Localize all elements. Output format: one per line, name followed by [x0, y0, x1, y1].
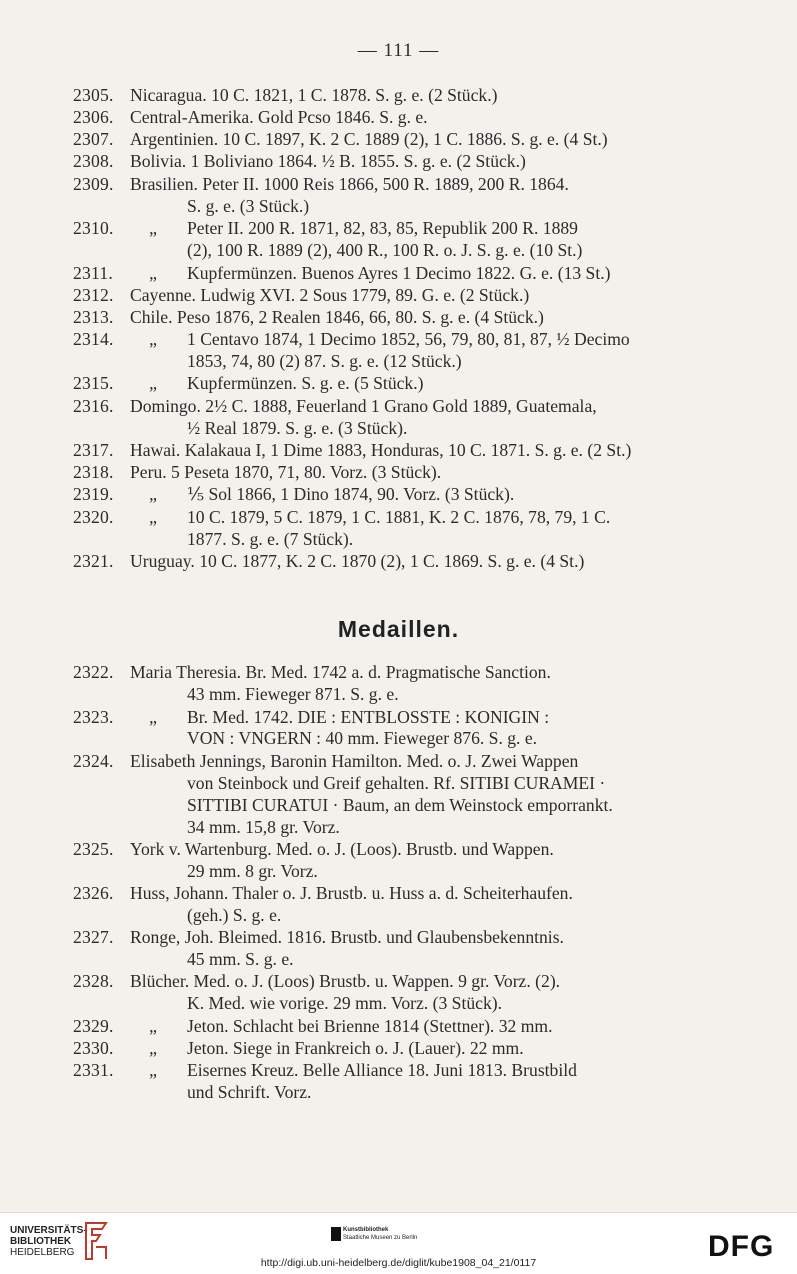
uni-logo-line: HEIDELBERG — [10, 1247, 75, 1258]
entry-text-line: Peru. 5 Peseta 1870, 71, 80. Vorz. (3 Stück). — [130, 462, 442, 482]
entry-text-line: Hawai. Kalakaua I, 1 Dime 1883, Honduras, 10 C. 1871. S. g. e. (2 St.) — [130, 440, 632, 460]
entry-number: 2325. — [73, 839, 114, 859]
permalink-url[interactable]: http://digi.ub.uni-heidelberg.de/diglit/kube1908_04_21/0117 — [260, 1257, 537, 1269]
kb-subtitle: Staatliche Museen zu Berlin — [343, 1235, 418, 1241]
entry-number: 2311. — [73, 263, 113, 283]
entry-text-line: Br. Med. 1742. DIE : ENTBLOSSTE : KONIGIN : — [187, 707, 550, 727]
entry-number: 2322. — [73, 662, 114, 682]
entry-text-line: (geh.) S. g. e. — [187, 905, 282, 925]
entry-text-line: von Steinbock und Greif gehalten. Rf. SITIBI CURAMEI · — [187, 773, 606, 793]
entry-number: 2331. — [73, 1060, 114, 1080]
entry-number: 2308. — [73, 151, 114, 171]
entry-text-line: Uruguay. 10 C. 1877, K. 2 C. 1870 (2), 1 C. 1869. S. g. e. (4 St.) — [130, 551, 585, 571]
entry-text-line: 34 mm. 15,8 gr. Vorz. — [187, 817, 340, 837]
entry-text-line: Nicaragua. 10 C. 1821, 1 C. 1878. S. g. e. (2 Stück.) — [130, 85, 498, 105]
entry-number: 2314. — [73, 329, 114, 349]
entry-number: 2307. — [73, 129, 114, 149]
entry-text-line: Domingo. 2½ C. 1888, Feuerland 1 Grano Gold 1889, Guatemala, — [130, 396, 597, 416]
dfg-logo[interactable]: DFG — [708, 1230, 775, 1263]
entry-text-line: VON : VNGERN : 40 mm. Fieweger 876. S. g. e. — [187, 728, 538, 748]
entry-text-line: 29 mm. 8 gr. Vorz. — [187, 861, 318, 881]
entry-text-line: (2), 100 R. 1889 (2), 400 R., 100 R. o. J. S. g. e. (10 St.) — [187, 240, 583, 260]
page-header: — 111 — — [357, 40, 440, 61]
footer — [0, 1212, 797, 1274]
entry-number: 2330. — [73, 1038, 114, 1058]
entry-text-line: Eisernes Kreuz. Belle Alliance 18. Juni 1813. Brustbild — [187, 1060, 577, 1080]
entry-text-line: Blücher. Med. o. J. (Loos) Brustb. u. Wappen. 9 gr. Vorz. (2). — [130, 971, 561, 991]
entry-number: 2327. — [73, 927, 114, 947]
entry-number: 2326. — [73, 883, 114, 903]
university-library-mark-icon — [82, 1221, 110, 1261]
entry-text-line: 1877. S. g. e. (7 Stück). — [187, 529, 354, 549]
entry-text-line: 1853, 74, 80 (2) 87. S. g. e. (12 Stück.) — [187, 351, 462, 371]
entry-text-line: ⅕ Sol 1866, 1 Dino 1874, 90. Vorz. (3 Stück). — [187, 484, 515, 504]
entry-text-line: Bolivia. 1 Boliviano 1864. ½ B. 1855. S. g. e. (2 Stück.) — [130, 151, 526, 171]
entry-text-line: 43 mm. Fieweger 871. S. g. e. — [187, 684, 399, 704]
entry-text-line: Cayenne. Ludwig XVI. 2 Sous 1779, 89. G. e. (2 Stück.) — [130, 285, 530, 305]
entry-number: 2306. — [73, 107, 114, 127]
ditto-mark: „ — [149, 1016, 157, 1036]
entry-text-line: Kupfermünzen. S. g. e. (5 Stück.) — [187, 373, 424, 393]
section-heading: Medaillen. — [337, 616, 460, 642]
entry-text-line: Central-Amerika. Gold Pcso 1846. S. g. e. — [130, 107, 428, 127]
ditto-mark: „ — [149, 507, 157, 527]
entry-number: 2312. — [73, 285, 114, 305]
ditto-mark: „ — [149, 1038, 157, 1058]
entry-number: 2323. — [73, 707, 114, 727]
entry-text-line: Elisabeth Jennings, Baronin Hamilton. Med. o. J. Zwei Wappen — [130, 751, 579, 771]
entry-text-line: 10 C. 1879, 5 C. 1879, 1 C. 1881, K. 2 C. 1876, 78, 79, 1 C. — [187, 507, 611, 527]
entry-number: 2310. — [73, 218, 114, 238]
entry-text-line: Jeton. Schlacht bei Brienne 1814 (Stettner). 32 mm. — [187, 1016, 553, 1036]
kunstbibliothek-logo[interactable] — [343, 1226, 417, 1242]
uni-logo-line: BIBLIOTHEK — [10, 1236, 72, 1247]
ditto-mark: „ — [149, 1060, 157, 1080]
entry-text-line: York v. Wartenburg. Med. o. J. (Loos). Brustb. und Wappen. — [130, 839, 554, 859]
entry-number: 2316. — [73, 396, 114, 416]
entry-text-line: 1 Centavo 1874, 1 Decimo 1852, 56, 79, 80, 81, 87, ½ Decimo — [187, 329, 630, 349]
entry-text-line: Ronge, Joh. Bleimed. 1816. Brustb. und Glaubensbekenntnis. — [130, 927, 564, 947]
entry-number: 2313. — [73, 307, 114, 327]
entry-number: 2329. — [73, 1016, 114, 1036]
entry-number: 2328. — [73, 971, 114, 991]
ditto-mark: „ — [149, 707, 157, 727]
entry-text-line: Kupfermünzen. Buenos Ayres 1 Decimo 1822. G. e. (13 St.) — [187, 263, 611, 283]
entry-text-line: Chile. Peso 1876, 2 Realen 1846, 66, 80. S. g. e. (4 Stück.) — [130, 307, 544, 327]
ditto-mark: „ — [149, 484, 157, 504]
entry-number: 2305. — [73, 85, 114, 105]
entry-text-line: S. g. e. (3 Stück.) — [187, 196, 310, 216]
entry-number: 2317. — [73, 440, 114, 460]
ditto-mark: „ — [149, 218, 157, 238]
entry-number: 2324. — [73, 751, 114, 771]
ditto-mark: „ — [149, 263, 157, 283]
entry-text-line: Argentinien. 10 C. 1897, K. 2 C. 1889 (2), 1 C. 1886. S. g. e. (4 St.) — [130, 129, 608, 149]
entry-text-line: K. Med. wie vorige. 29 mm. Vorz. (3 Stück). — [187, 993, 503, 1013]
entry-text-line: ½ Real 1879. S. g. e. (3 Stück). — [187, 418, 408, 438]
entry-text-line: SITTIBI CURATUI · Baum, an dem Weinstock emporrankt. — [187, 795, 613, 815]
kunstbibliothek-mark-icon — [331, 1227, 341, 1241]
kb-title: Kunstbibliothek — [343, 1227, 389, 1233]
ditto-mark: „ — [149, 329, 157, 349]
entry-text-line: Brasilien. Peter II. 1000 Reis 1866, 500 R. 1889, 200 R. 1864. — [130, 174, 569, 194]
entry-text-line: 45 mm. S. g. e. — [187, 949, 294, 969]
university-library-logo[interactable] — [10, 1225, 87, 1258]
entry-number: 2318. — [73, 462, 114, 482]
entry-number: 2319. — [73, 484, 114, 504]
entry-text-line: Maria Theresia. Br. Med. 1742 a. d. Pragmatische Sanction. — [130, 662, 551, 682]
entry-number: 2321. — [73, 551, 114, 571]
entry-text-line: Huss, Johann. Thaler o. J. Brustb. u. Huss a. d. Scheiterhaufen. — [130, 883, 573, 903]
uni-logo-line: UNIVERSITÄTS- — [10, 1225, 87, 1236]
ditto-mark: „ — [149, 373, 157, 393]
entry-text-line: und Schrift. Vorz. — [187, 1082, 312, 1102]
entry-number: 2315. — [73, 373, 114, 393]
entry-number: 2309. — [73, 174, 114, 194]
entry-number: 2320. — [73, 507, 114, 527]
entry-text-line: Peter II. 200 R. 1871, 82, 83, 85, Republik 200 R. 1889 — [187, 218, 578, 238]
entry-text-line: Jeton. Siege in Frankreich o. J. (Lauer). 22 mm. — [187, 1038, 524, 1058]
